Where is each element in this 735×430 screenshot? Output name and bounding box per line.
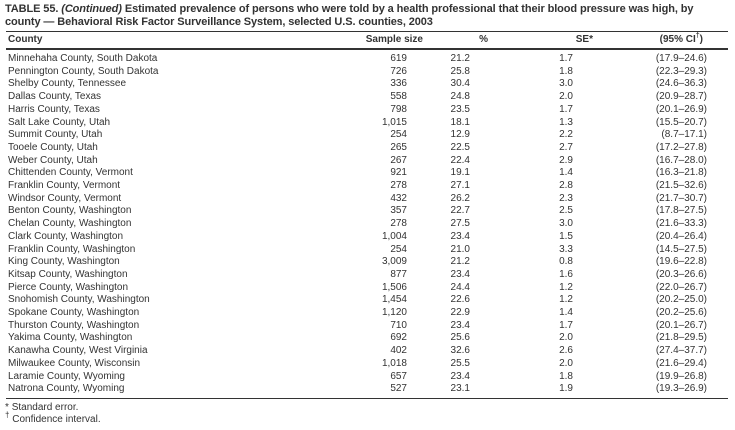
- cell-percent: 26.2: [450, 192, 470, 204]
- cell-ci: (19.3–26.9): [595, 383, 728, 398]
- table-row: [6, 371, 728, 384]
- cell-sample-size: 278: [390, 218, 407, 230]
- cell-ci: (20.1–26.9): [655, 103, 707, 115]
- prevalence-table: [6, 32, 728, 399]
- cell-county: Clark County, Washington: [8, 230, 124, 242]
- col-header-se: SE*: [491, 32, 595, 49]
- cell-county: Spokane County, Washington: [8, 307, 140, 319]
- table-row: [6, 307, 728, 320]
- ci-header-close: ): [699, 34, 703, 45]
- col-header-sample-size: Sample size: [354, 32, 429, 49]
- ci-header-text: (95% CI: [659, 34, 696, 45]
- cell-county: Chittenden County, Vermont: [8, 167, 133, 179]
- cell-county: Weber County, Utah: [8, 154, 98, 166]
- cell-percent: 21.2: [450, 53, 470, 64]
- cell-ci: (20.2–25.6): [655, 307, 707, 319]
- cell-sample-size: 726: [390, 65, 407, 77]
- cell-se: 1.4: [559, 307, 573, 319]
- cell-se: 3.0: [559, 218, 573, 230]
- cell-percent: 22.5: [450, 141, 470, 153]
- cell-percent: 22.4: [450, 154, 470, 166]
- cell-county: King County, Washington: [8, 256, 120, 268]
- cell-percent: 24.8: [450, 91, 470, 103]
- cell-se: 2.7: [559, 141, 573, 153]
- table-row: [6, 129, 728, 142]
- cell-ci: (20.4–26.4): [655, 230, 707, 242]
- footnote-text: Confidence interval.: [12, 413, 101, 425]
- table-row: [6, 383, 728, 398]
- cell-se: 2.5: [559, 205, 573, 217]
- cell-ci: (19.9–26.8): [655, 370, 707, 382]
- cell-sample-size: 357: [390, 205, 407, 217]
- table-row: [6, 256, 728, 269]
- footnote-text: Standard error.: [11, 401, 79, 413]
- cell-sample-size: 877: [390, 268, 407, 280]
- cell-county: Natrona County, Wyoming: [6, 383, 354, 398]
- cell-se: 1.7: [559, 319, 573, 331]
- asterisk-marker: *: [5, 401, 9, 413]
- cell-se: 3.0: [559, 78, 573, 90]
- cell-county: Benton County, Washington: [8, 205, 132, 217]
- cell-ci: (17.8–27.5): [655, 205, 707, 217]
- cell-se: 1.7: [559, 53, 573, 64]
- cell-percent: 23.4: [450, 319, 470, 331]
- cell-ci: (22.3–29.3): [655, 65, 707, 77]
- cell-percent: 25.6: [450, 332, 470, 344]
- cell-se: 1.9: [491, 383, 595, 398]
- cell-se: 1.3: [559, 116, 573, 128]
- cell-ci: (20.9–28.7): [655, 91, 707, 103]
- cell-percent: 22.6: [450, 294, 470, 306]
- cell-ci: (20.3–26.6): [655, 268, 707, 280]
- cell-county: Tooele County, Utah: [8, 141, 98, 153]
- cell-percent: 23.4: [450, 370, 470, 382]
- cell-ci: (21.6–33.3): [655, 218, 707, 230]
- table-row: [6, 167, 728, 180]
- cell-percent: 25.5: [450, 357, 470, 369]
- cell-county: Snohomish County, Washington: [8, 294, 150, 306]
- table-header: [6, 32, 728, 49]
- cell-county: Chelan County, Washington: [8, 218, 132, 230]
- cell-percent: 25.8: [450, 65, 470, 77]
- cell-county: Kitsap County, Washington: [8, 268, 128, 280]
- table-row: [6, 244, 728, 257]
- cell-county: Thurston County, Washington: [8, 319, 140, 331]
- table-row: [6, 294, 728, 307]
- cell-percent: 22.7: [450, 205, 470, 217]
- cell-sample-size: 558: [390, 91, 407, 103]
- table-number: TABLE 55.: [5, 3, 59, 15]
- table-row: [6, 332, 728, 345]
- cell-se: 1.5: [559, 230, 573, 242]
- cell-percent: 21.2: [450, 256, 470, 268]
- table-body: [6, 49, 728, 398]
- footnote-standard-error: [5, 402, 735, 414]
- cell-percent: 19.1: [450, 167, 470, 179]
- cell-county: Shelby County, Tennessee: [8, 78, 127, 90]
- cell-se: 1.8: [559, 65, 573, 77]
- cell-se: 2.3: [559, 192, 573, 204]
- cell-percent: 24.4: [450, 281, 470, 293]
- cell-sample-size: 336: [390, 78, 407, 90]
- cell-percent: 23.1: [429, 383, 491, 398]
- cell-ci: (14.5–27.5): [655, 243, 707, 255]
- table-row: [6, 155, 728, 168]
- cell-sample-size: 619: [390, 53, 407, 64]
- table-row: [6, 78, 728, 91]
- cell-county: Yakima County, Washington: [8, 332, 133, 344]
- cell-ci: (8.7–17.1): [661, 129, 707, 141]
- cell-sample-size: 1,454: [381, 294, 407, 306]
- cell-county: Minnehaha County, South Dakota: [8, 53, 158, 64]
- cell-percent: 12.9: [450, 129, 470, 141]
- cell-se: 1.2: [559, 294, 573, 306]
- cell-se: 2.8: [559, 180, 573, 192]
- cell-sample-size: 657: [390, 370, 407, 382]
- footnote-confidence-interval: [5, 410, 735, 426]
- cell-se: 1.8: [559, 370, 573, 382]
- cell-ci: (21.6–29.4): [655, 357, 707, 369]
- cell-percent: 18.1: [450, 116, 470, 128]
- cell-ci: (21.7–30.7): [655, 192, 707, 204]
- col-header-percent: %: [429, 32, 491, 49]
- table-row: [6, 358, 728, 371]
- cell-ci: (27.4–37.7): [655, 345, 707, 357]
- cell-se: 2.0: [559, 357, 573, 369]
- cell-sample-size: 254: [390, 129, 407, 141]
- cell-ci: (17.9–24.6): [655, 53, 707, 64]
- footnotes: [5, 402, 735, 426]
- title-text: Estimated prevalence of persons who were told by a health professional that their blood pressure was high, by county — Behavioral Risk Factor Surveillance System, selected U.S. counties, 2003: [5, 3, 694, 28]
- cell-se: 0.8: [559, 256, 573, 268]
- cell-sample-size: 1,015: [381, 116, 407, 128]
- cell-percent: 23.4: [450, 268, 470, 280]
- cell-se: 2.0: [559, 91, 573, 103]
- cell-sample-size: 267: [390, 154, 407, 166]
- table-row: [6, 193, 728, 206]
- cell-ci: (20.1–26.7): [655, 319, 707, 331]
- title-continued: (Continued): [61, 3, 122, 15]
- cell-se: 2.9: [559, 154, 573, 166]
- table-row: [6, 117, 728, 130]
- cell-ci: (20.2–25.0): [655, 294, 707, 306]
- cell-county: Pennington County, South Dakota: [8, 65, 159, 77]
- cell-sample-size: 798: [390, 103, 407, 115]
- cell-ci: (21.5–32.6): [655, 180, 707, 192]
- cell-ci: (22.0–26.7): [655, 281, 707, 293]
- cell-county: Dallas County, Texas: [8, 91, 102, 103]
- cell-sample-size: 278: [390, 180, 407, 192]
- cell-county: Franklin County, Vermont: [8, 180, 121, 192]
- cell-se: 1.7: [559, 103, 573, 115]
- cell-percent: 23.5: [450, 103, 470, 115]
- cell-county: Windsor County, Vermont: [8, 192, 122, 204]
- cell-sample-size: 432: [390, 192, 407, 204]
- cell-county: Summit County, Utah: [8, 129, 103, 141]
- cell-sample-size: 692: [390, 332, 407, 344]
- cell-se: 2.6: [559, 345, 573, 357]
- cell-percent: 22.9: [450, 307, 470, 319]
- cell-se: 1.4: [559, 167, 573, 179]
- table-row: [6, 180, 728, 193]
- table-row: [6, 104, 728, 117]
- cell-sample-size: 527: [354, 383, 429, 398]
- cell-county: Franklin County, Washington: [8, 243, 136, 255]
- cell-percent: 27.1: [450, 180, 470, 192]
- table-title: [5, 3, 731, 28]
- cell-se: 1.6: [559, 268, 573, 280]
- table-row: [6, 282, 728, 295]
- cell-sample-size: 1,018: [381, 357, 407, 369]
- table-row: [6, 142, 728, 155]
- cell-sample-size: 402: [390, 345, 407, 357]
- cell-county: Kanawha County, West Virginia: [8, 345, 148, 357]
- col-header-county: County: [6, 32, 354, 49]
- table-row: [6, 49, 728, 66]
- cell-se: 3.3: [559, 243, 573, 255]
- cell-percent: 32.6: [450, 345, 470, 357]
- cell-ci: (17.2–27.8): [655, 141, 707, 153]
- cell-sample-size: 3,009: [381, 256, 407, 268]
- cell-se: 2.0: [559, 332, 573, 344]
- table-row: [6, 205, 728, 218]
- table-row: [6, 320, 728, 333]
- table-row: [6, 66, 728, 79]
- cell-sample-size: 710: [390, 319, 407, 331]
- cell-ci: (24.6–36.3): [655, 78, 707, 90]
- table-row: [6, 345, 728, 358]
- cell-county: Milwaukee County, Wisconsin: [8, 357, 141, 369]
- cell-se: 2.2: [559, 129, 573, 141]
- cell-percent: 21.0: [450, 243, 470, 255]
- col-header-ci: [595, 32, 728, 49]
- table-row: [6, 269, 728, 282]
- header-row: [6, 32, 728, 49]
- cell-county: Harris County, Texas: [8, 103, 100, 115]
- cell-sample-size: 254: [390, 243, 407, 255]
- cell-percent: 30.4: [450, 78, 470, 90]
- cell-county: Laramie County, Wyoming: [8, 370, 125, 382]
- cell-percent: 23.4: [450, 230, 470, 242]
- dagger-marker: †: [5, 410, 10, 420]
- dagger-superscript: †: [695, 32, 700, 40]
- cell-sample-size: 265: [390, 141, 407, 153]
- table-row: [6, 218, 728, 231]
- cell-ci: (15.5–20.7): [655, 116, 707, 128]
- table-row: [6, 91, 728, 104]
- cell-sample-size: 921: [390, 167, 407, 179]
- cell-ci: (21.8–29.5): [655, 332, 707, 344]
- cell-ci: (16.7–28.0): [655, 154, 707, 166]
- table-row: [6, 231, 728, 244]
- cell-ci: (19.6–22.8): [655, 256, 707, 268]
- cell-county: Pierce County, Washington: [8, 281, 129, 293]
- cell-county: Salt Lake County, Utah: [8, 116, 111, 128]
- cell-sample-size: 1,004: [381, 230, 407, 242]
- cell-se: 1.2: [559, 281, 573, 293]
- cell-sample-size: 1,506: [381, 281, 407, 293]
- cell-sample-size: 1,120: [381, 307, 407, 319]
- cell-ci: (16.3–21.8): [655, 167, 707, 179]
- cell-percent: 27.5: [450, 218, 470, 230]
